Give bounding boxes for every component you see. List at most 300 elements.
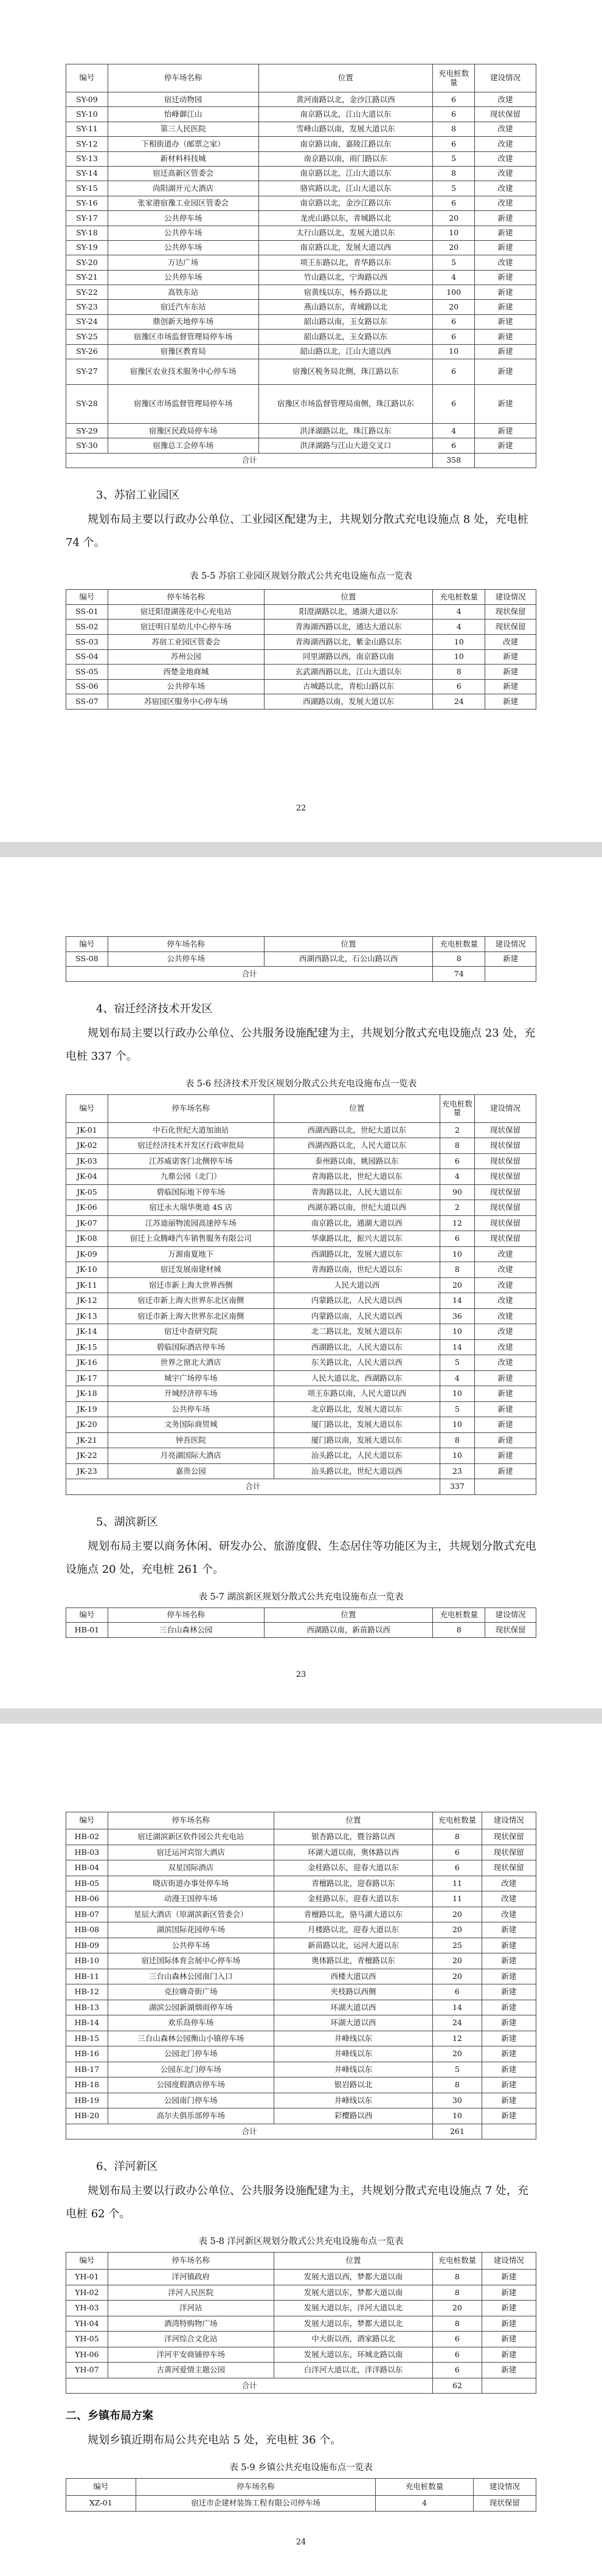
cell-count: 10 xyxy=(440,1386,474,1402)
table-row xyxy=(66,2031,536,2046)
document-page-24 xyxy=(0,1724,602,2576)
cell-count: 6 xyxy=(433,2347,482,2363)
cell-location: 人民大道以北，西湖路以东 xyxy=(274,1370,440,1386)
header-location: 位置 xyxy=(264,1607,433,1623)
section-paragraph: 规划布局主要以行政办公单位、公共服务设施配建为主，共规划分散式充电设施点 23 处，充电桩 337 个。 xyxy=(66,1026,536,1063)
cell-id: JK-20 xyxy=(66,1417,108,1433)
cell-status: 新建 xyxy=(475,1386,536,1402)
header-name: 停车场名称 xyxy=(108,937,264,952)
table-row xyxy=(66,151,536,166)
table-row xyxy=(66,2496,536,2512)
cell-id: JK-16 xyxy=(66,1355,108,1371)
cell-id: SY-28 xyxy=(66,385,108,424)
cell-id: JK-06 xyxy=(66,1200,108,1216)
cell-name: 鼎创新天地停车场 xyxy=(108,314,258,329)
cell-name: 洋河镇政府 xyxy=(108,2270,274,2285)
cell-name: 高铁东站 xyxy=(108,285,258,300)
table-row xyxy=(66,649,536,665)
header-name: 停车场名称 xyxy=(108,2253,274,2270)
cell-status: 新建 xyxy=(475,1417,536,1433)
cell-count: 20 xyxy=(433,1953,482,1969)
table-row xyxy=(66,255,536,270)
cell-count: 10 xyxy=(440,1448,474,1464)
cell-location: 东关路以北，人民大道以西 xyxy=(274,1355,440,1371)
cell-location: 井峰线以东 xyxy=(274,2031,432,2046)
cell-location: 龙虎山路以东，青城路以北 xyxy=(258,211,433,226)
cell-count: 8 xyxy=(440,1262,474,1278)
cell-name: 宿迁经济技术开发区行政审批局 xyxy=(108,1138,274,1154)
total-blank xyxy=(482,2378,536,2394)
cell-name: 宿迁中查研究院 xyxy=(108,1324,274,1340)
table-row xyxy=(66,314,536,329)
cell-id: JK-07 xyxy=(66,1215,108,1231)
cell-location: 黄河南路以北，金沙江路以西 xyxy=(258,92,433,107)
cell-id: JK-09 xyxy=(66,1246,108,1262)
cell-name: 宿迁动物园 xyxy=(108,92,258,107)
cell-status: 新建 xyxy=(475,240,536,255)
cell-location: 竹山路以北，宁海路以西 xyxy=(258,270,433,285)
cell-id: HB-17 xyxy=(66,2062,108,2077)
cell-name: 古黄河爱情主题公园 xyxy=(108,2363,274,2378)
cell-name: 宿豫区民政局停车场 xyxy=(108,424,258,438)
total-value: 337 xyxy=(440,1479,474,1495)
table-row xyxy=(66,1386,536,1402)
cell-count: 12 xyxy=(433,2031,482,2046)
cell-id: SY-21 xyxy=(66,270,108,285)
cell-status: 新建 xyxy=(485,951,536,967)
header-id: 编号 xyxy=(66,937,108,952)
table-row xyxy=(66,2301,536,2316)
cell-location: 内蒙路以北，人民大道以西 xyxy=(274,1293,440,1309)
cell-count: 2 xyxy=(440,1122,474,1138)
table-row xyxy=(66,1623,536,1638)
cell-count: 6 xyxy=(433,1860,482,1876)
cell-id: HB-03 xyxy=(66,1845,108,1860)
cell-count: 6 xyxy=(433,314,475,329)
header-count: 充电桩数量 xyxy=(433,1607,485,1623)
cell-location: 南京路以南，嘉陵江路以东 xyxy=(258,137,433,151)
cell-location: 韶山路以南，玉女路以东 xyxy=(258,314,433,329)
cell-id: HB-04 xyxy=(66,1860,108,1876)
cell-count: 6 xyxy=(433,1845,482,1860)
table-row xyxy=(66,424,536,438)
total-value: 261 xyxy=(433,2124,482,2139)
cell-name: 苏宿工业园区管委会 xyxy=(108,634,264,649)
cell-count: 8 xyxy=(433,1829,482,1845)
table-row xyxy=(66,620,536,635)
cell-count: 11 xyxy=(433,1891,482,1907)
cell-status: 现状保留 xyxy=(475,1184,536,1200)
cell-status: 改建 xyxy=(475,196,536,210)
cell-count: 5 xyxy=(433,181,475,196)
cell-count: 6 xyxy=(433,107,475,122)
cell-location: 金桂路以东，迎春大道以东 xyxy=(274,1860,432,1876)
cell-id: SY-26 xyxy=(66,344,108,359)
cell-id: SY-23 xyxy=(66,300,108,314)
header-id: 编号 xyxy=(66,1094,108,1122)
cell-id: HB-12 xyxy=(66,1984,108,2000)
cell-status: 现状保留 xyxy=(475,1138,536,1154)
header-count: 充电桩数量 xyxy=(433,590,485,605)
cell-id: SY-15 xyxy=(66,181,108,196)
cell-status: 新建 xyxy=(482,1922,536,1938)
cell-name: 三台山森林公园南门入口 xyxy=(108,1969,274,1984)
cell-status: 现状保留 xyxy=(485,604,536,620)
total-blank xyxy=(482,2124,536,2139)
table-row xyxy=(66,166,536,181)
cell-id: HB-20 xyxy=(66,2108,108,2124)
cell-status: 新建 xyxy=(482,2332,536,2347)
table-5-7-continued xyxy=(66,1812,536,2139)
cell-count: 14 xyxy=(440,1293,474,1309)
table-row xyxy=(66,1401,536,1417)
cell-status: 改建 xyxy=(485,634,536,649)
cell-count: 4 xyxy=(433,424,475,438)
cell-status: 新建 xyxy=(475,438,536,453)
cell-id: JK-02 xyxy=(66,1138,108,1154)
header-count: 充电桩数量 xyxy=(376,2479,474,2496)
cell-location: 洪泽湖路与江山大道交叉口 xyxy=(258,438,433,453)
cell-location: 项王东路以北，青华路以东 xyxy=(258,255,433,270)
header-name: 停车场名称 xyxy=(136,2479,376,2496)
cell-status: 改建 xyxy=(475,1262,536,1278)
table-caption-5-6: 表 5-6 经济技术开发区规划分散式公共充电设施布点一览表 xyxy=(185,1079,417,1089)
table-row xyxy=(66,1876,536,1891)
cell-status: 现状保留 xyxy=(475,1169,536,1185)
cell-name: 宿迁运河宾馆大酒店 xyxy=(108,1845,274,1860)
table-row xyxy=(66,1969,536,1984)
cell-name: 嘉贵公园 xyxy=(108,1463,274,1479)
table-row xyxy=(66,137,536,151)
cell-name: 动漫王国停车场 xyxy=(108,1891,274,1907)
cell-count: 20 xyxy=(433,1922,482,1938)
cell-location: 彩樱路以西 xyxy=(274,2108,432,2124)
cell-location: 井峰线以东 xyxy=(274,2093,432,2108)
cell-count: 8 xyxy=(433,2077,482,2093)
header-name: 停车场名称 xyxy=(108,590,264,605)
cell-id: HB-07 xyxy=(66,1907,108,1922)
cell-id: SY-16 xyxy=(66,196,108,210)
table-caption-5-7: 表 5-7 湖滨新区规划分散式公共充电设施布点一览表 xyxy=(198,1592,404,1602)
table-row xyxy=(66,1417,536,1433)
cell-status: 现状保留 xyxy=(475,107,536,122)
cell-id: YH-03 xyxy=(66,2301,108,2316)
cell-name: 九鼎公园（北门） xyxy=(108,1169,274,1185)
table-row xyxy=(66,2077,536,2093)
table-row xyxy=(66,107,536,122)
table-row xyxy=(66,385,536,424)
cell-id: SY-17 xyxy=(66,211,108,226)
cell-location: 韶山路以北，江山大道以西 xyxy=(258,344,433,359)
cell-location: 骆宾路以北，江山大道以东 xyxy=(258,181,433,196)
cell-location: 西湖西路以北，石公山路以西 xyxy=(264,951,433,967)
section-title-yanghe: 6、洋河新区 xyxy=(96,2160,158,2173)
cell-location: 中大街以西，酒家路以北 xyxy=(274,2332,432,2347)
cell-count: 5 xyxy=(433,2062,482,2077)
cell-count: 8 xyxy=(440,1432,474,1448)
table-row xyxy=(66,1907,536,1922)
cell-status: 改建 xyxy=(475,1277,536,1293)
table-row xyxy=(66,2347,536,2363)
cell-count: 4 xyxy=(440,1370,474,1386)
cell-status: 新建 xyxy=(482,1953,536,1969)
cell-location: 华康路以北，振兴大道以东 xyxy=(274,1231,440,1247)
cell-count: 6 xyxy=(433,1984,482,2000)
table-total-row xyxy=(66,2124,536,2139)
table-row xyxy=(66,1845,536,1860)
table-row xyxy=(66,344,536,359)
cell-name: 公共停车场 xyxy=(108,211,258,226)
cell-count: 8 xyxy=(433,2316,482,2332)
cell-id: HB-15 xyxy=(66,2031,108,2046)
cell-name: 江苏威诺客门北侧停车场 xyxy=(108,1153,274,1169)
table-row xyxy=(66,1829,536,1845)
cell-status: 改建 xyxy=(475,1355,536,1371)
table-row xyxy=(66,1293,536,1309)
header-status: 建设情况 xyxy=(475,1094,536,1122)
cell-location: 同里湖路以西，南京路以南 xyxy=(264,649,433,665)
cell-name: 宿迁市企建材装饰工程有限公司停车场 xyxy=(136,2496,376,2512)
cell-id: JK-05 xyxy=(66,1184,108,1200)
cell-count: 6 xyxy=(440,1231,474,1247)
cell-name: 月亮湖国际大酒店 xyxy=(108,1448,274,1464)
cell-count: 5 xyxy=(440,1355,474,1371)
cell-location: 汕头路以北，世纪大道以西 xyxy=(274,1463,440,1479)
cell-status: 新建 xyxy=(475,226,536,240)
cell-location: 银岩路以北 xyxy=(274,2077,432,2093)
cell-status: 新建 xyxy=(475,424,536,438)
total-label: 合计 xyxy=(66,453,433,468)
cell-status: 现状保留 xyxy=(485,620,536,635)
cell-name: 克拉嗨奇街广场 xyxy=(108,1984,274,2000)
cell-count: 6 xyxy=(433,2332,482,2347)
cell-location: 发展大道以东，环城北路以南 xyxy=(274,2347,432,2363)
cell-count: 20 xyxy=(433,240,475,255)
total-value: 74 xyxy=(433,967,485,982)
cell-count: 23 xyxy=(440,1463,474,1479)
cell-id: SY-11 xyxy=(66,122,108,136)
cell-name: 宿豫总工会停车场 xyxy=(108,438,258,453)
cell-id: SY-12 xyxy=(66,137,108,151)
cell-status: 现状保留 xyxy=(475,1200,536,1216)
header-count: 充电桩数量 xyxy=(433,1812,482,1829)
table-row xyxy=(66,1448,536,1464)
table-row xyxy=(66,951,536,967)
cell-count: 10 xyxy=(433,634,485,649)
cell-id: SY-13 xyxy=(66,151,108,166)
cell-location: 青海湖西路以北，通达大道以东 xyxy=(264,620,433,635)
cell-location: 发展大道以东，洋河大道以北 xyxy=(274,2301,432,2316)
cell-status: 新建 xyxy=(485,665,536,680)
cell-name: 宿迁发展南建材城 xyxy=(108,1262,274,1278)
header-status: 建设情况 xyxy=(473,2479,536,2496)
cell-count: 90 xyxy=(440,1184,474,1200)
cell-name: 宿豫区市场监督管理局停车场 xyxy=(108,330,258,344)
cell-location: 人民大道以西 xyxy=(274,1277,440,1293)
cell-location: 青檀路以北，迎春路以东 xyxy=(274,1876,432,1891)
cell-name: 张家港宿豫工业园区管委会 xyxy=(108,196,258,210)
total-blank xyxy=(485,967,536,982)
cell-id: SS-05 xyxy=(66,665,108,680)
cell-name: 三台山森林公园衡山小镇停车场 xyxy=(108,2031,274,2046)
table-5-7 xyxy=(66,1607,536,1638)
cell-status: 新建 xyxy=(475,359,536,385)
cell-name: 湖滨国际花园停车场 xyxy=(108,1922,274,1938)
cell-count: 14 xyxy=(440,1339,474,1355)
header-id: 编号 xyxy=(66,1812,108,1829)
header-count: 充电桩数量 xyxy=(433,64,475,92)
cell-count: 20 xyxy=(433,2301,482,2316)
cell-status: 新建 xyxy=(475,211,536,226)
cell-status: 改建 xyxy=(475,1324,536,1340)
cell-name: 宿豫区农业技术服务中心停车场 xyxy=(108,359,258,385)
cell-name: 公共停车场 xyxy=(108,240,258,255)
cell-name: 城宇广场停车场 xyxy=(108,1370,274,1386)
table-row xyxy=(66,2108,536,2124)
total-value: 62 xyxy=(433,2378,482,2394)
cell-name: 苏州公园 xyxy=(108,649,264,665)
page-number: 22 xyxy=(296,804,306,813)
total-label: 合计 xyxy=(66,967,433,982)
cell-name: 下相街道办（邮票之家） xyxy=(108,137,258,151)
table-caption-5-5: 表 5-5 苏宿工业园区规划分散式公共充电设施布点一览表 xyxy=(189,571,413,582)
cell-location: 古城路以北，青松山路以东 xyxy=(264,679,433,694)
cell-status: 改建 xyxy=(475,137,536,151)
cell-name: 高尔夫俱乐部停车场 xyxy=(108,2108,274,2124)
cell-location: 汕头路以北，人民大道以东 xyxy=(274,1448,440,1464)
cell-status: 改建 xyxy=(475,166,536,181)
table-row xyxy=(66,2316,536,2332)
table-row xyxy=(66,1169,536,1185)
cell-name: 宿迁明日星幼儿中心停车场 xyxy=(108,620,264,635)
table-row xyxy=(66,1200,536,1216)
table-row xyxy=(66,1938,536,1953)
cell-status: 改建 xyxy=(475,1308,536,1324)
cell-status: 现状保留 xyxy=(473,2496,536,2512)
cell-location: 西湖路以南，发展大道以东 xyxy=(264,694,433,710)
cell-status: 新建 xyxy=(475,300,536,314)
cell-name: 西楚金地商城 xyxy=(108,665,264,680)
cell-status: 新建 xyxy=(475,1370,536,1386)
document-page-23 xyxy=(0,857,602,1708)
cell-id: YH-04 xyxy=(66,2316,108,2332)
table-row xyxy=(66,1138,536,1154)
cell-location: 月楼路以北，迎春大道以东 xyxy=(274,1922,432,1938)
cell-location: 太行山路以北，发展大道以东 xyxy=(258,226,433,240)
table-row xyxy=(66,1463,536,1479)
table-row xyxy=(66,1262,536,1278)
cell-name: 怡峰御江山 xyxy=(108,107,258,122)
cell-location: 井峰线以东 xyxy=(274,2046,432,2062)
cell-id: HB-01 xyxy=(66,1623,108,1638)
cell-count: 20 xyxy=(433,211,475,226)
cell-id: HB-06 xyxy=(66,1891,108,1907)
table-5-9 xyxy=(66,2478,536,2512)
cell-count: 4 xyxy=(433,620,485,635)
cell-location: 宿豫区税务局北侧，珠江路以东 xyxy=(258,359,433,385)
page-number: 24 xyxy=(296,2538,306,2547)
cell-count: 8 xyxy=(433,2270,482,2285)
cell-status: 改建 xyxy=(475,122,536,136)
cell-count: 12 xyxy=(440,1215,474,1231)
cell-name: 宿迁市新上海大世界东北区南侧 xyxy=(108,1308,274,1324)
table-body xyxy=(66,92,536,454)
table-body xyxy=(66,2270,536,2378)
cell-count: 20 xyxy=(433,2046,482,2062)
section-paragraph: 规划乡镇近期布局公共充电站 5 处，充电桩 36 个。 xyxy=(88,2434,342,2447)
header-location: 位置 xyxy=(274,2253,432,2270)
table-row xyxy=(66,1308,536,1324)
cell-status: 新建 xyxy=(482,2093,536,2108)
cell-count: 5 xyxy=(433,151,475,166)
cell-name: 公园南门停车场 xyxy=(108,2093,274,2108)
header-location: 位置 xyxy=(264,590,433,605)
total-blank xyxy=(475,1479,536,1495)
table-row xyxy=(66,92,536,107)
cell-location: 环湖大道以西 xyxy=(274,2000,432,2015)
table-caption-5-8: 表 5-8 洋河新区规划分散式公共充电设施布点一览表 xyxy=(198,2237,404,2246)
cell-count: 6 xyxy=(433,137,475,151)
cell-id: SY-30 xyxy=(66,438,108,453)
cell-count: 4 xyxy=(433,270,475,285)
cell-status: 改建 xyxy=(475,1246,536,1262)
cell-id: SY-18 xyxy=(66,226,108,240)
cell-id: JK-23 xyxy=(66,1463,108,1479)
table-total-row xyxy=(66,2378,536,2394)
header-count: 充电桩数量 xyxy=(433,2253,482,2270)
cell-location: 西湖路以南，新苗路以西 xyxy=(264,1623,433,1638)
cell-name: 宿迁高新区管委会 xyxy=(108,166,258,181)
table-row xyxy=(66,1277,536,1293)
cell-name: 公共停车场 xyxy=(108,1938,274,1953)
cell-location: 南京路以北，通湖大道以西 xyxy=(274,1215,440,1231)
header-location: 位置 xyxy=(274,1094,440,1122)
cell-location: 南京路以北，金沙江路以东 xyxy=(258,196,433,210)
cell-id: JK-08 xyxy=(66,1231,108,1247)
cell-id: JK-15 xyxy=(66,1339,108,1355)
cell-name: 江苏迪丽物流园高速停车场 xyxy=(108,1215,274,1231)
cell-id: HB-11 xyxy=(66,1969,108,1984)
cell-status: 现状保留 xyxy=(475,1231,536,1247)
cell-count: 100 xyxy=(433,285,475,300)
header-id: 编号 xyxy=(66,64,108,92)
cell-status: 现状保留 xyxy=(482,1845,536,1860)
header-count: 充电桩数量 xyxy=(440,1094,474,1122)
cell-location: 金桂路以东，迎春大道以东 xyxy=(274,1891,432,1907)
cell-location: 青海路以南，世纪大道以东 xyxy=(274,1262,440,1278)
table-row xyxy=(66,604,536,620)
cell-name: 晓店街道办事处停车场 xyxy=(108,1876,274,1891)
cell-id: JK-13 xyxy=(66,1308,108,1324)
cell-count: 14 xyxy=(433,2000,482,2015)
cell-id: HB-13 xyxy=(66,2000,108,2015)
cell-status: 改建 xyxy=(482,1891,536,1907)
cell-status: 新建 xyxy=(482,2363,536,2378)
table-row xyxy=(66,2332,536,2347)
cell-id: SY-09 xyxy=(66,92,108,107)
cell-location: 厦门路以北，发展大道以东 xyxy=(274,1417,440,1433)
section-paragraph: 规划布局主要以商务休闲、研发办公、旅游度假、生态居住等功能区为主，共规划分散式充电设施点 20 处，充电桩 261 个。 xyxy=(66,1539,536,1576)
table-row xyxy=(66,2363,536,2378)
cell-location: 西湖西路以北，人民大道以东 xyxy=(274,1138,440,1154)
cell-status: 新建 xyxy=(475,344,536,359)
table-row xyxy=(66,1860,536,1876)
cell-count: 10 xyxy=(440,1417,474,1433)
cell-name: 酒湾特购物广场 xyxy=(108,2316,274,2332)
cell-id: SY-20 xyxy=(66,255,108,270)
cell-count: 4 xyxy=(376,2496,474,2512)
cell-id: HB-09 xyxy=(66,1938,108,1953)
